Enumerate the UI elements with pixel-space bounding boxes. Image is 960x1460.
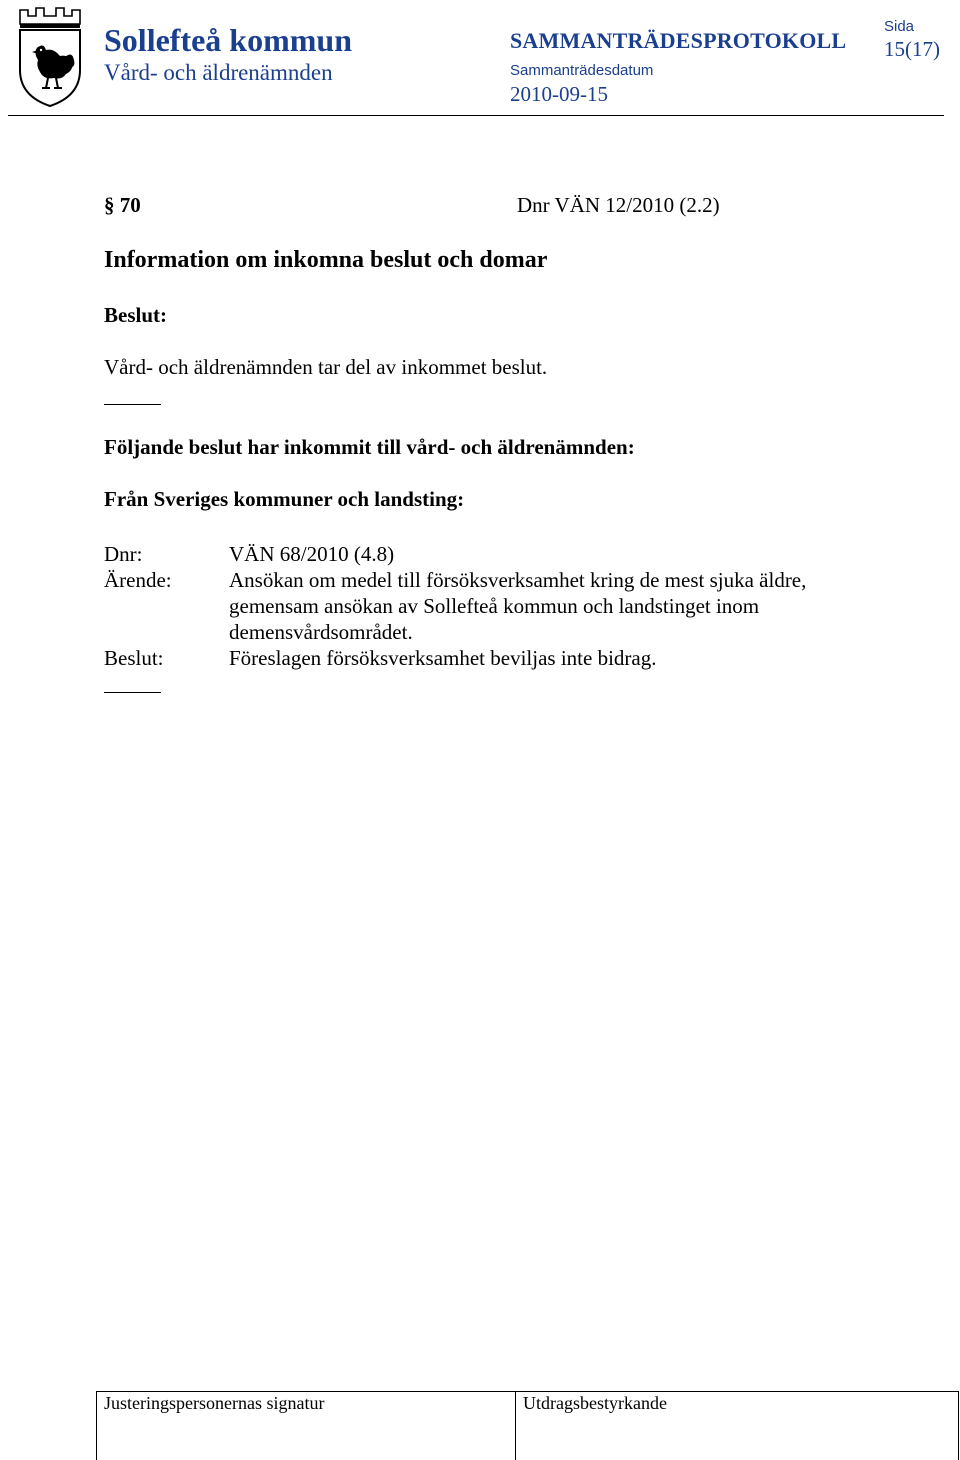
paragraph-number: § 70 xyxy=(104,193,141,217)
following-heading: Följande beslut har inkommit till vård- och äldrenämnden: xyxy=(104,435,635,459)
decision-heading: Beslut: xyxy=(104,303,167,327)
document-type: SAMMANTRÄDESPROTOKOLL xyxy=(510,28,847,53)
record-dnr-label: Dnr: xyxy=(104,542,143,566)
footer-divider xyxy=(515,1391,516,1460)
meeting-date-label: Sammanträdesdatum xyxy=(510,62,654,79)
certified-label: Utdragsbestyrkande xyxy=(523,1393,667,1413)
item-dnr: Dnr VÄN 12/2010 (2.2) xyxy=(517,193,720,217)
record-dnr-value: VÄN 68/2010 (4.8) xyxy=(229,542,395,566)
page-number: 15(17) xyxy=(884,37,940,61)
organization-name: Sollefteå kommun xyxy=(104,22,352,58)
record-matter-line: Ansökan om medel till försöksverksamhet kring de mest sjuka äldre, xyxy=(229,568,807,592)
record-matter-label: Ärende: xyxy=(104,568,172,592)
coat-of-arms-icon xyxy=(14,4,86,108)
source-heading: Från Sveriges kommuner och landsting: xyxy=(104,487,465,511)
department-name: Vård- och äldrenämnden xyxy=(104,60,333,85)
record-decision-value: Föreslagen försöksverksamhet beviljas inte bidrag. xyxy=(229,646,657,670)
separator-dash xyxy=(104,404,161,405)
signature-label: Justeringspersonernas signatur xyxy=(104,1393,325,1413)
meeting-date: 2010-09-15 xyxy=(510,82,608,106)
header-divider xyxy=(8,115,944,116)
item-title: Information om inkomna beslut och domar xyxy=(104,247,548,273)
record-matter-line: gemensam ansökan av Sollefteå kommun och landstinget inom xyxy=(229,594,760,618)
page-label: Sida xyxy=(884,18,915,35)
separator-dash xyxy=(104,692,161,693)
record-decision-label: Beslut: xyxy=(104,646,164,670)
decision-text: Vård- och äldrenämnden tar del av inkommet beslut. xyxy=(104,355,548,379)
record-matter-line: demensvårdsområdet. xyxy=(229,620,413,644)
